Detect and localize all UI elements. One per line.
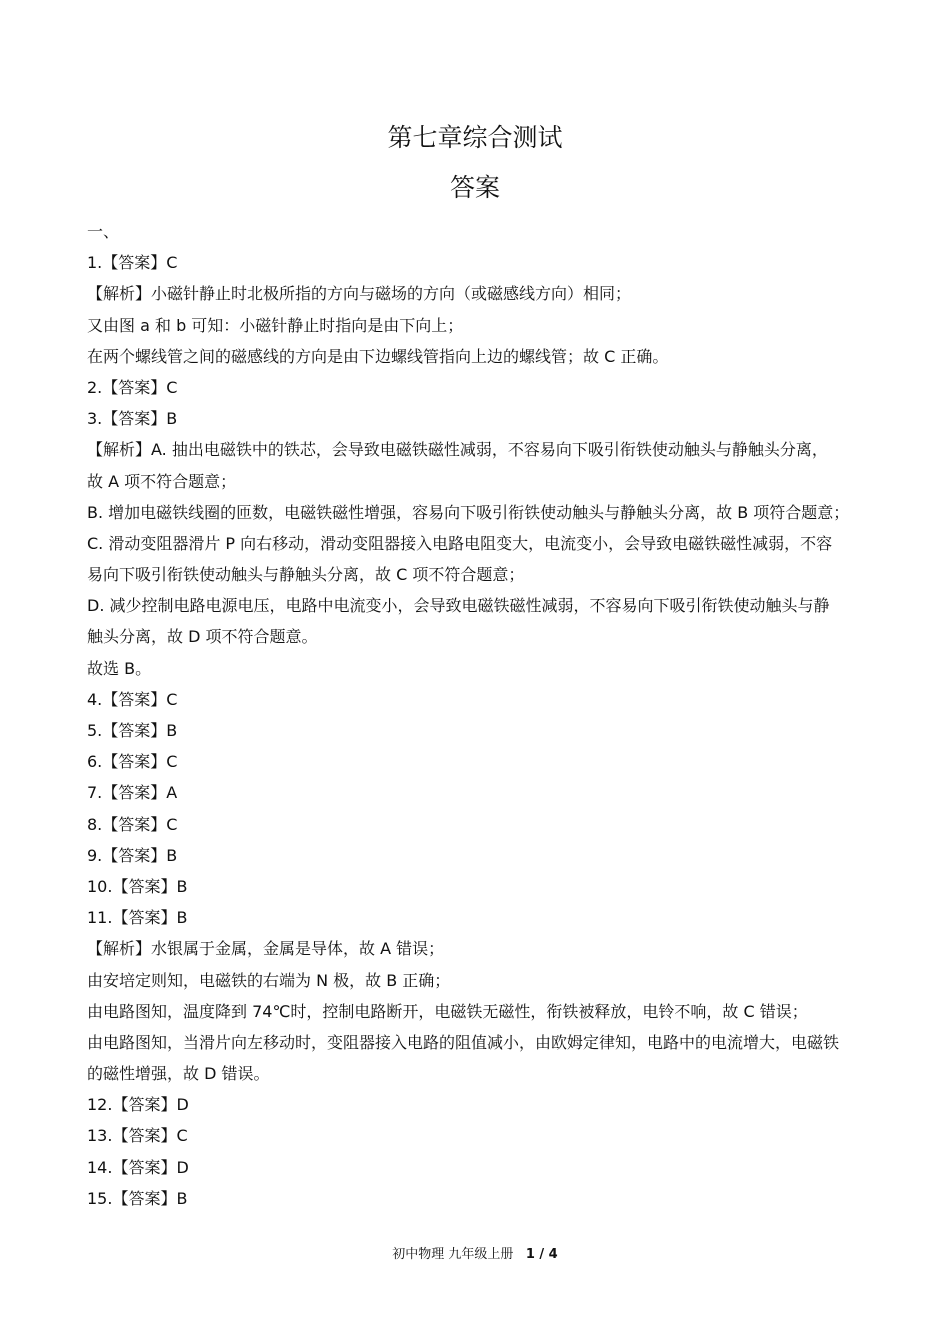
- explanation-line: 由电路图知，当滑片向左移动时，变阻器接入电路的阻值减小，由欧姆定律知，电路中的电流增大，电磁铁: [87, 1032, 840, 1052]
- answer-line: 5.【答案】B: [87, 721, 178, 740]
- explanation-line: 又由图 a 和 b 可知：小磁针静止时指向是由下向上；: [87, 315, 464, 335]
- explanation-line: 的磁性增强，故 D 错误。: [87, 1064, 270, 1084]
- answer-line: 11.【答案】B: [87, 908, 188, 928]
- explanation-line: 由电路图知，温度降到 74℃时，控制电路断开，电磁铁无磁性，衔铁被释放，电铃不响，故 C 错误；: [87, 1001, 808, 1021]
- page-number: 1 / 4: [525, 1247, 558, 1262]
- explanation-line: 故 A 项不符合题意；: [87, 471, 237, 491]
- answer-line: 8.【答案】C: [87, 814, 178, 834]
- answer-line: 7.【答案】A: [87, 783, 178, 803]
- answer-line: 4.【答案】C: [87, 689, 178, 709]
- explanation-line: 故选 B。: [87, 658, 152, 678]
- explanation-line: 触头分离，故 D 项不符合题意。: [87, 627, 318, 647]
- answer-line: 13.【答案】C: [87, 1126, 188, 1146]
- explanation-line: D. 减少控制电路电源电压，电路中电流变小，会导致电磁铁磁性减弱，不容易向下吸引衔铁使动触头与静: [87, 596, 830, 616]
- footer-course: 初中物理 九年级上册: [392, 1247, 514, 1262]
- explanation-line: 【解析】水银属于金属，金属是导体，故 A 错误；: [87, 939, 445, 959]
- explanation-line: 由安培定则知，电磁铁的右端为 N 极，故 B 正确；: [87, 970, 451, 990]
- page-footer: [0, 1245, 950, 1265]
- answer-line: 6.【答案】C: [87, 752, 178, 772]
- answer-content: [87, 216, 877, 1214]
- explanation-line: 【解析】小磁针静止时北极所指的方向与磁场的方向（或磁感线方向）相同；: [87, 284, 632, 304]
- answer-line: 2.【答案】C: [87, 377, 178, 397]
- answer-line: 15.【答案】B: [87, 1188, 188, 1208]
- page-title: 第七章综合测试: [387, 123, 563, 152]
- answer-line: 9.【答案】B: [87, 845, 178, 865]
- explanation-line: C. 滑动变阻器滑片 P 向右移动，滑动变阻器接入电路电阻变大，电流变小，会导致电磁铁磁性减弱，不容: [87, 533, 833, 553]
- explanation-line: 在两个螺线管之间的磁感线的方向是由下边螺线管指向上边的螺线管；故 C 正确。: [87, 346, 669, 366]
- section-marker: 一、: [87, 222, 120, 241]
- answer-line: 12.【答案】D: [87, 1095, 189, 1115]
- explanation-line: 易向下吸引衔铁使动触头与静触头分离，故 C 项不符合题意；: [87, 565, 525, 585]
- answer-line: 3.【答案】B: [87, 409, 178, 429]
- explanation-line: 【解析】A. 抽出电磁铁中的铁芯，会导致电磁铁磁性减弱，不容易向下吸引衔铁使动触头与静触头分离，: [87, 440, 828, 460]
- page-subtitle: 答案: [449, 173, 500, 202]
- answer-line: 14.【答案】D: [87, 1157, 189, 1177]
- answer-line: 10.【答案】B: [87, 876, 188, 896]
- answer-line: 1.【答案】C: [87, 253, 178, 273]
- explanation-line: B. 增加电磁铁线圈的匝数，电磁铁磁性增强，容易向下吸引衔铁使动触头与静触头分离，故 B 项符合题意；: [87, 502, 850, 522]
